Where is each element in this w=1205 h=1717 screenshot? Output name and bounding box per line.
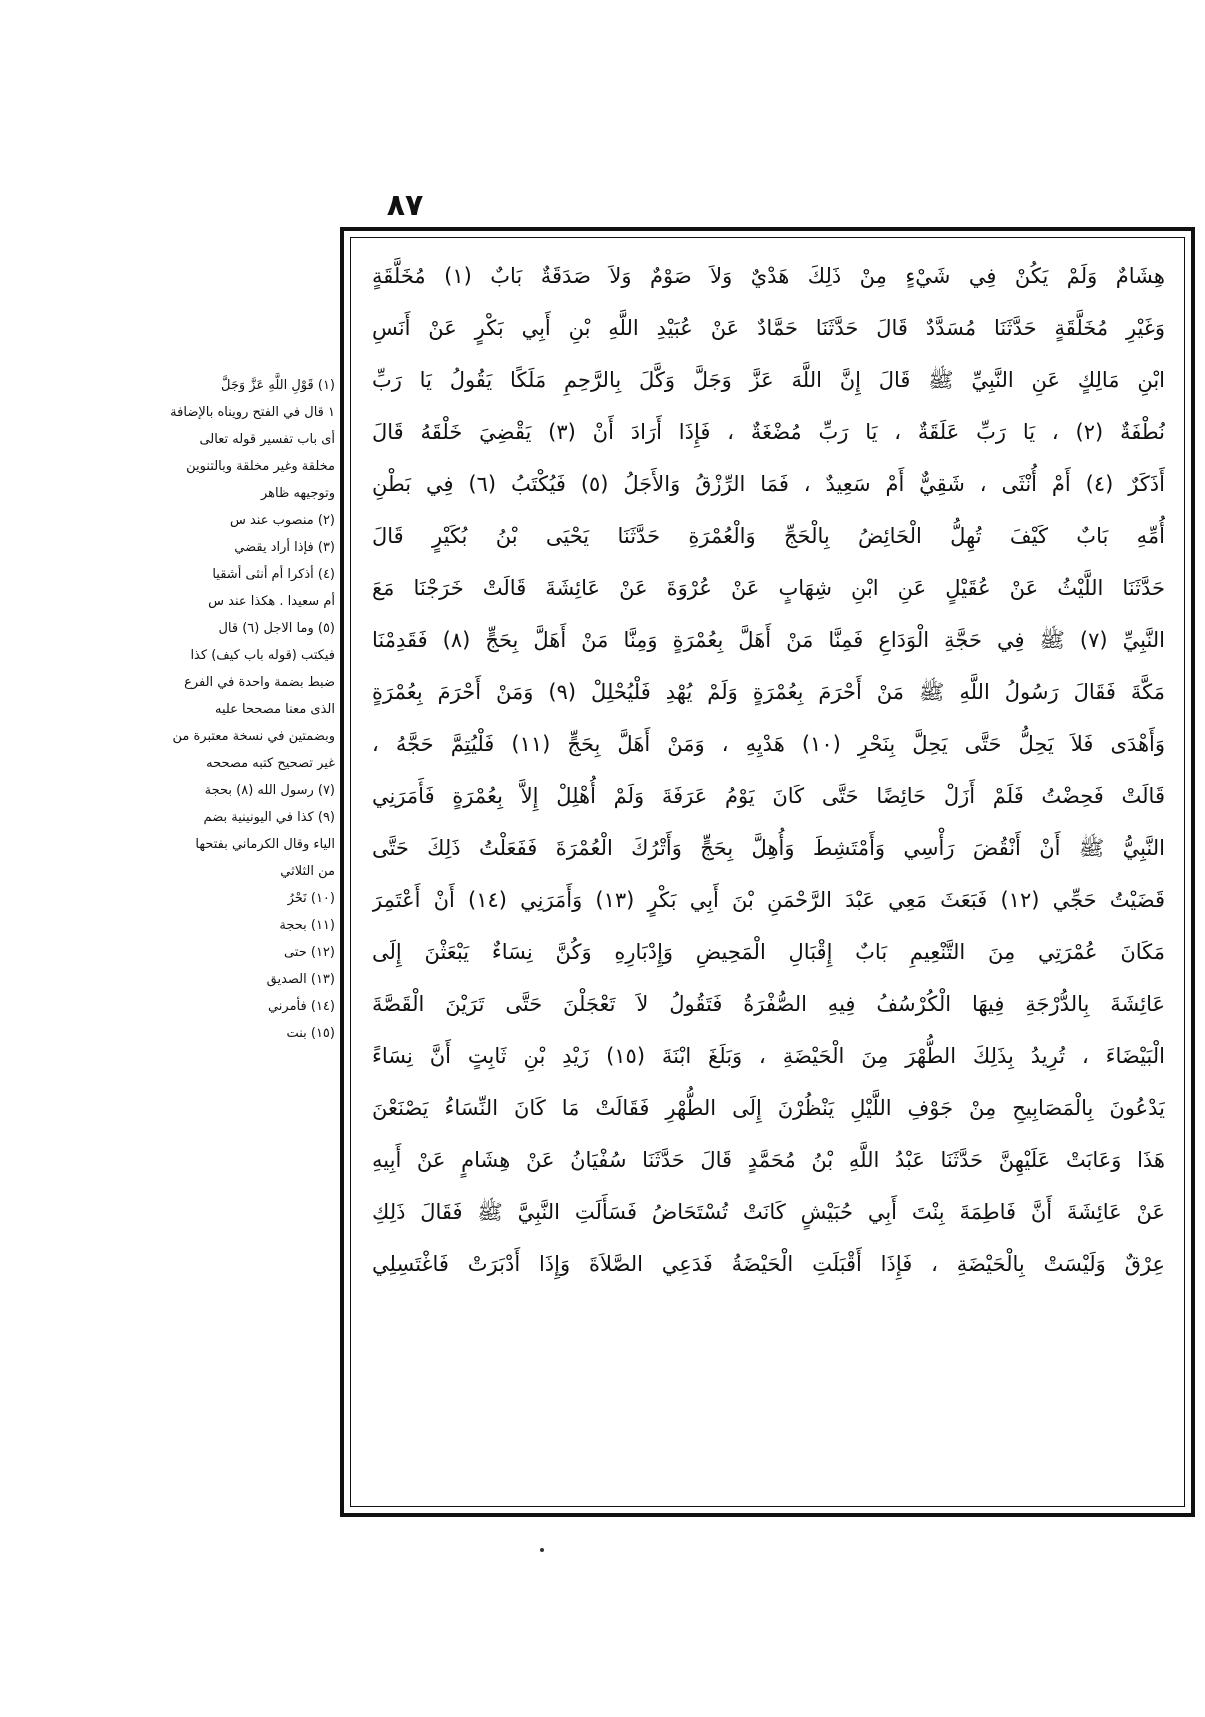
main-text-line bbox=[372, 1238, 1165, 1290]
margin-note: (٣) فإذا أراد يقضي bbox=[234, 540, 335, 555]
main-text-line bbox=[372, 978, 1165, 1030]
footer-dot bbox=[540, 1548, 544, 1552]
margin-note: الذى معنا مصححا عليه bbox=[214, 702, 335, 717]
main-text-line bbox=[372, 302, 1165, 354]
main-line-text: عَائِشَةَ بِالدُّرْجَةِ فِيهَا الْكُرْسُفُ فِيهِ الصُّفْرَةُ فَتَقُولُ لاَ تَعْجَلْنَ حَتَّى تَرَيْنَ الْقَصَّةَ bbox=[372, 991, 1165, 1016]
main-text-line bbox=[372, 562, 1165, 614]
main-line-text: قَالَتْ فَحِضْتُ فَلَمْ أَزَلْ حَائِضًا حَتَّى كَانَ يَوْمُ عَرَفَةَ وَلَمْ أُهْلِلْ إِلاَّ بِعُمْرَةٍ فَأَمَرَنِي bbox=[372, 783, 1165, 808]
main-line-text: هِشَامٌ وَلَمْ يَكُنْ فِي شَيْءٍ مِنْ ذَلِكَ هَدْيٌ وَلاَ صَوْمٌ وَلاَ صَدَقَةٌ بَابٌ (١) مُخَلَّقَةٍ bbox=[372, 263, 1165, 288]
main-text-line bbox=[372, 770, 1165, 822]
margin-note: من الثلاثي bbox=[280, 864, 335, 879]
main-line-text: النَّبِيِّ (٧) ﷺ فِي حَجَّةِ الْوَدَاعِ فَمِنَّا مَنْ أَهَلَّ بِعُمْرَةٍ وَمِنَّا مَنْ أَهَلَّ بِحَجٍّ (٨) فَقَدِمْنَا bbox=[372, 627, 1165, 652]
main-text-line bbox=[372, 718, 1165, 770]
margin-note: (١٣) الصديق bbox=[266, 972, 335, 987]
margin-note: مخلقة وغير مخلقة وبالتنوين bbox=[186, 459, 335, 474]
margin-note: الياء وقال الكرماني بفتحها bbox=[195, 837, 335, 852]
main-text-block bbox=[372, 250, 1165, 1490]
margin-note: (٥) وما الاجل (٦) قال bbox=[218, 621, 335, 636]
margin-note: (١١) بحجة bbox=[279, 918, 335, 933]
main-line-text: وَأَهْدَى فَلاَ يَحِلُّ حَتَّى يَحِلَّ بِنَحْرِ (١٠) هَدْيِهِ ، وَمَنْ أَهَلَّ بِحَجٍّ (١١) فَلْيُتِمَّ حَجَّهُ ، bbox=[372, 731, 1165, 756]
margin-note: (١٢) حتى bbox=[283, 945, 335, 960]
main-text-line bbox=[372, 874, 1165, 926]
page-number: ٨٧ bbox=[386, 188, 424, 223]
main-text-line bbox=[372, 354, 1165, 406]
margin-note: (١) قَوْلِ اللَّهِ عَزَّ وَجَلَّ bbox=[221, 378, 335, 393]
main-line-text: النَّبِيُّ ﷺ أَنْ أَنْقُضَ رَأْسِي وَأَمْتَشِطَ وَأُهِلَّ بِحَجٍّ وَأَتْرُكَ الْعُمْرَةَ فَفَعَلْتُ ذَلِكَ حَتَّى bbox=[372, 835, 1165, 860]
main-line-text: حَدَّثَنَا اللَّيْثُ عَنْ عُقَيْلٍ عَنِ ابْنِ شِهَابٍ عَنْ عُرْوَةَ عَنْ عَائِشَةَ قَالَتْ خَرَجْنَا مَعَ bbox=[372, 575, 1165, 600]
main-line-text: مَكَّةَ فَقَالَ رَسُولُ اللَّهِ ﷺ مَنْ أَحْرَمَ بِعُمْرَةٍ وَلَمْ يُهْدِ فَلْيُحْلِلْ (٩) وَمَنْ أَحْرَمَ بِعُمْرَةٍ bbox=[372, 679, 1165, 704]
main-text-line bbox=[372, 250, 1165, 302]
main-line-text: عِرْقٌ وَلَيْسَتْ بِالْحَيْضَةِ ، فَإِذَا أَقْبَلَتِ الْحَيْضَةُ فَدَعِي الصَّلاَةَ وَإِذَا أَدْبَرَتْ فَاغْتَسِلِي bbox=[372, 1251, 1165, 1276]
main-text-line bbox=[372, 1186, 1165, 1238]
main-line-text: ابْنِ مَالِكٍ عَنِ النَّبِيِّ ﷺ قَالَ إِنَّ اللَّهَ عَزَّ وَجَلَّ وَكَّلَ بِالرَّحِمِ مَلَكًا يَقُولُ يَا رَبِّ bbox=[372, 367, 1165, 392]
margin-note: أم سعيدا . هكذا عند س bbox=[208, 594, 335, 609]
margin-note: (١٥) بنت bbox=[286, 1026, 335, 1041]
margin-note: وبضمتين في نسخة معتبرة من bbox=[172, 729, 335, 744]
main-text-line bbox=[372, 1030, 1165, 1082]
main-text-line bbox=[372, 1134, 1165, 1186]
main-text-line bbox=[372, 822, 1165, 874]
margin-note: (١٠) نَحْرُ bbox=[287, 891, 335, 906]
main-line-text: مَكَانَ عُمْرَتِي مِنَ التَّنْعِيمِ بَابٌ إِقْبَالِ الْمَحِيضِ وَإِدْبَارِهِ وَكُنَّ نِسَاءٌ يَبْعَثْنَ إِلَى bbox=[372, 939, 1165, 964]
main-text-line bbox=[372, 1082, 1165, 1134]
main-line-text: قَضَيْتُ حَجِّي (١٢) فَبَعَثَ مَعِي عَبْدَ الرَّحْمَنِ بْنَ أَبِي بَكْرٍ (١٣) وَأَمَرَنِي (١٤) أَنْ أَعْتَمِرَ bbox=[372, 887, 1165, 912]
main-line-text: نُطْفَةٌ (٢) ، يَا رَبِّ عَلَقَةٌ ، يَا رَبِّ مُضْغَةٌ ، فَإِذَا أَرَادَ أَنْ (٣) يَقْضِيَ خَلْقَهُ قَالَ bbox=[372, 419, 1165, 444]
main-text-line bbox=[372, 458, 1165, 510]
margin-notes bbox=[150, 372, 335, 1047]
main-line-text: أُمِّهِ بَابٌ كَيْفَ تُهِلُّ الْحَائِضُ بِالْحَجِّ وَالْعُمْرَةِ حَدَّثَنَا يَحْيَى بْنُ بُكَيْرٍ قَالَ bbox=[372, 523, 1165, 548]
main-text-line bbox=[372, 666, 1165, 718]
margin-note: غير تصحيح كتبه مصححه bbox=[206, 756, 335, 771]
main-text-line bbox=[372, 614, 1165, 666]
main-line-text: هَذَا وَعَابَتْ عَلَيْهِنَّ حَدَّثَنَا عَبْدُ اللَّهِ بْنُ مُحَمَّدٍ قَالَ حَدَّثَنَا سُفْيَانُ عَنْ هِشَامٍ عَنْ أَبِيهِ bbox=[372, 1147, 1165, 1172]
margin-note: أى باب تفسير قوله تعالى bbox=[199, 432, 335, 447]
margin-note: ١ قال في الفتح رويناه بالإضافة bbox=[170, 405, 335, 420]
margin-note: (٩) كذا في اليونينية بضم bbox=[203, 810, 335, 825]
main-line-text: يَدْعُونَ بِالْمَصَابِيحِ مِنْ جَوْفِ اللَّيْلِ يَنْظُرْنَ إِلَى الطُّهْرِ فَقَالَتْ مَا كَانَ النِّسَاءُ يَصْنَعْنَ bbox=[372, 1095, 1165, 1120]
main-text-line bbox=[372, 926, 1165, 978]
main-line-text: عَنْ عَائِشَةَ أَنَّ فَاطِمَةَ بِنْتَ أَبِي حُبَيْشٍ كَانَتْ تُسْتَحَاضُ فَسَأَلَتِ النَّبِيَّ ﷺ فَقَالَ ذَلِكِ bbox=[372, 1199, 1165, 1224]
main-text-line bbox=[372, 510, 1165, 562]
margin-note: (١٤) فأمرني bbox=[267, 999, 335, 1014]
main-line-text: أَذَكَرٌ (٤) أَمْ أُنْثَى ، شَقِيٌّ أَمْ سَعِيدٌ ، فَمَا الرِّزْقُ وَالأَجَلُ (٥) فَيُكْتَبُ (٦) فِي بَطْنِ bbox=[372, 471, 1165, 496]
margin-note: (٢) منصوب عند س bbox=[229, 513, 335, 528]
margin-note: فيكتب (قوله باب كيف) كذا bbox=[190, 648, 335, 663]
margin-note: وتوجيهه ظاهر bbox=[260, 486, 335, 501]
margin-note: (٧) رسول الله (٨) بحجة bbox=[204, 783, 335, 798]
margin-note: ضبط بضمة واحدة في الفرع bbox=[184, 675, 335, 690]
main-text-line bbox=[372, 406, 1165, 458]
main-line-text: وَغَيْرِ مُخَلَّقَةٍ حَدَّثَنَا مُسَدَّدٌ قَالَ حَدَّثَنَا حَمَّادٌ عَنْ عُبَيْدِ اللَّهِ بْنِ أَبِي بَكْرٍ عَنْ أَنَسِ bbox=[372, 315, 1165, 340]
margin-note: (٤) أذكرا أم أنثى أشقيا bbox=[212, 567, 335, 582]
main-line-text: الْبَيْضَاءَ ، تُرِيدُ بِذَلِكَ الطُّهْرَ مِنَ الْحَيْضَةِ ، وَبَلَغَ ابْنَةَ (١٥) زَيْدِ بْنِ ثَابِتٍ أَنَّ نِسَاءً bbox=[372, 1043, 1165, 1068]
